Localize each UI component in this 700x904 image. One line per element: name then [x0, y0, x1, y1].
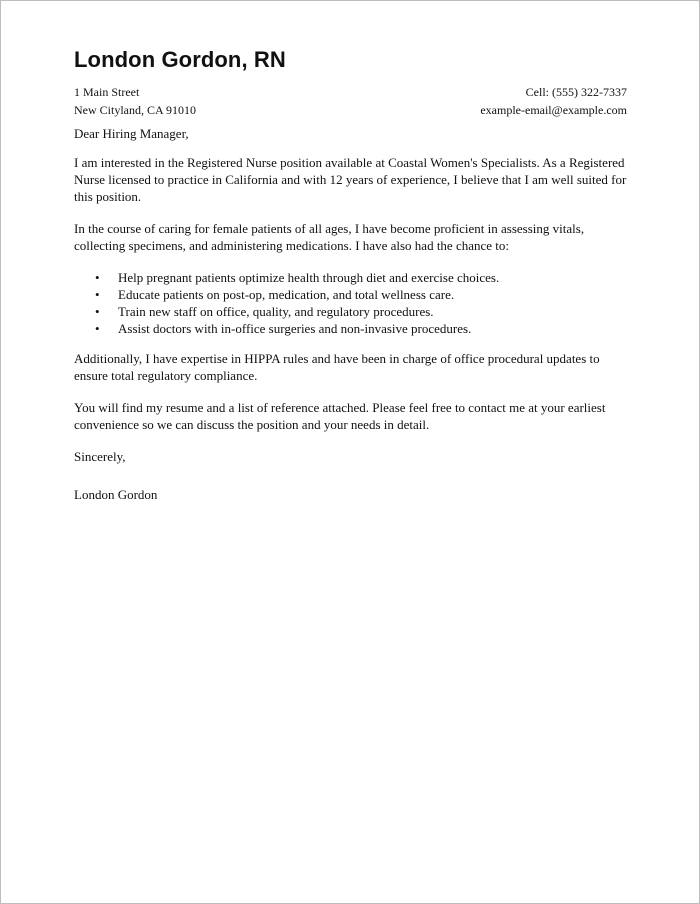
paragraph-closing-request: You will find my resume and a list of reference attached. Please feel free to contact me at your earliest convenience so we can discuss the position and your needs in detail. [74, 400, 606, 432]
applicant-name: London Gordon, RN [74, 47, 286, 72]
greeting: Dear Hiring Manager, [74, 126, 189, 141]
email-address: example-email@example.com [480, 103, 627, 117]
list-item-text: Help pregnant patients optimize health through diet and exercise choices. [118, 270, 500, 285]
list-item [95, 320, 630, 337]
letter-body [74, 125, 630, 465]
bullet-icon: • [95, 270, 100, 285]
address-line-2: New Cityland, CA 91010 [74, 103, 196, 117]
closing: Sincerely, [74, 449, 126, 464]
address-line-1: 1 Main Street [74, 85, 140, 99]
list-item-text: Educate patients on post-op, medication, and total wellness care. [118, 287, 455, 302]
list-item [95, 303, 630, 320]
duties-list [74, 269, 630, 337]
list-item-text: Assist doctors with in-office surgeries and non-invasive procedures. [118, 321, 472, 336]
signature-name: London Gordon [74, 487, 158, 502]
list-item-text: Train new staff on office, quality, and regulatory procedures. [118, 304, 434, 319]
bullet-icon: • [95, 287, 100, 302]
bullet-icon: • [95, 321, 100, 336]
list-item [95, 269, 630, 286]
paragraph-intro: I am interested in the Registered Nurse position available at Coastal Women's Specialists. As a Registered Nurse licensed to practice in California and with 12 years of experience, I believe that I am well suited for this position. [74, 155, 627, 204]
bullet-icon: • [95, 304, 100, 319]
paragraph-experience: In the course of caring for female patients of all ages, I have become proficient in assessing vitals, collecting specimens, and administering medications. I have also had the chance to: [74, 221, 585, 253]
address-block [74, 83, 196, 119]
phone-number: Cell: (555) 322-7337 [525, 85, 627, 99]
contact-block [480, 83, 627, 119]
list-item [95, 286, 630, 303]
paragraph-expertise: Additionally, I have expertise in HIPPA rules and have been in charge of office procedural updates to ensure total regulatory compliance. [74, 351, 600, 383]
